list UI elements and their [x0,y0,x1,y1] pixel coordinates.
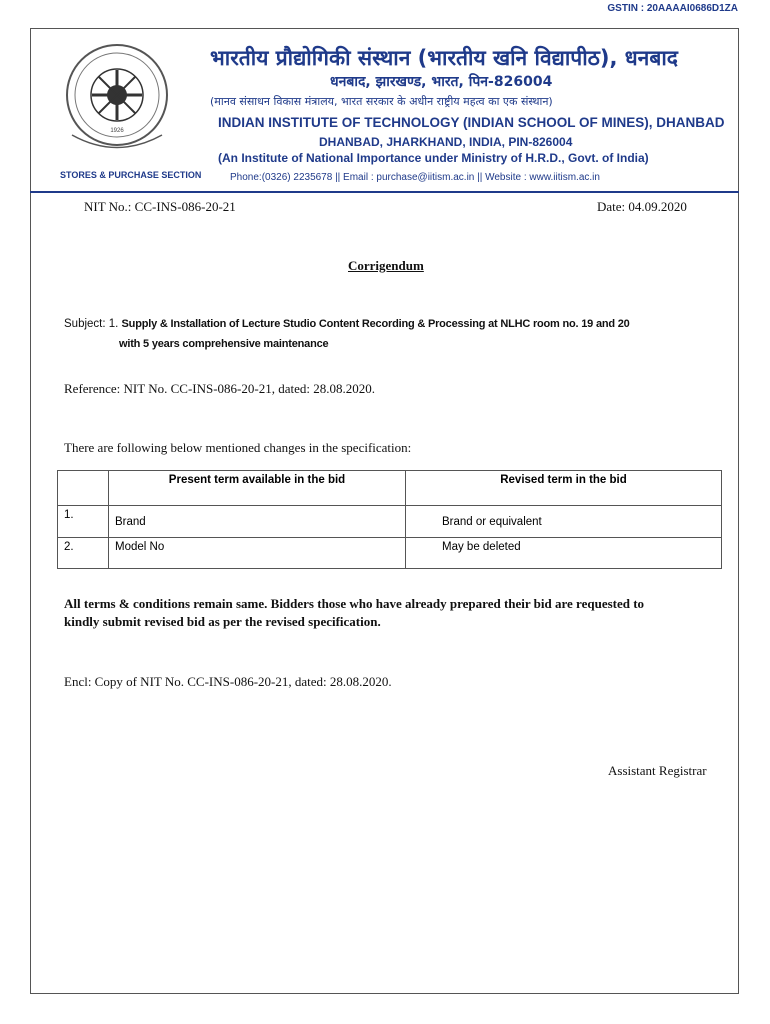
table-header-revised: Revised term in the bid [406,471,722,506]
hindi-address: धनबाद, झारखण्ड, भारत, पिन-826004 [330,74,553,90]
contact-line: Phone:(0326) 2235678 || Email : purchase@iitism.ac.in || Website : www.iitism.ac.in [230,172,600,183]
signatory: Assistant Registrar [608,763,707,778]
table-row [58,506,722,538]
letter-date: Date: 04.09.2020 [597,199,687,214]
header-divider [30,191,739,193]
subject-line [64,318,630,330]
hindi-ministry-line: (मानव संसाधन विकास मंत्रालय, भारत सरकार के अधीन राष्ट्रीय महत्व का एक संस्थान) [210,95,553,108]
page-title: Corrigendum [348,258,424,273]
hindi-institute-title: भारतीय प्रौद्योगिकी संस्थान (भारतीय खनि विद्यापीठ), धनबाद [210,46,678,70]
institute-seal-icon [52,40,182,160]
table-header-row [58,471,722,506]
revised-term: Brand or equivalent [406,506,722,538]
terms-line-2: kindly submit revised bid as per the revised specification. [64,614,381,629]
specification-table [57,470,722,569]
table-header-present: Present term available in the bid [109,471,406,506]
reference-line: Reference: NIT No. CC-INS-086-20-21, dated: 28.08.2020. [64,381,375,396]
section-name: STORES & PURCHASE SECTION [60,170,202,180]
subject-prefix: Subject: 1. [64,318,122,330]
row-number: 2. [58,538,109,569]
subject-text: Supply & Installation of Lecture Studio Content Recording & Processing at NLHC room no. 19 and 20 [121,318,630,330]
terms-line-1: All terms & conditions remain same. Bidders those who have already prepared their bid are requested to [64,596,645,611]
nit-number: NIT No.: CC-INS-086-20-21 [84,199,236,214]
subject-continuation: with 5 years comprehensive maintenance [119,338,329,350]
english-institute-status: (An Institute of National Importance under Ministry of H.R.D., Govt. of India) [218,151,649,165]
svg-text:1926: 1926 [110,128,124,134]
present-term: Model No [109,538,406,569]
table-header-no [58,471,109,506]
english-address: DHANBAD, JHARKHAND, INDIA, PIN-826004 [319,135,573,149]
english-institute-title: INDIAN INSTITUTE OF TECHNOLOGY (INDIAN SCHOOL OF MINES), DHANBAD [218,115,725,130]
row-number: 1. [58,506,109,538]
present-term: Brand [109,506,406,538]
revised-term: May be deleted [406,538,722,569]
gstin-number: GSTIN : 20AAAAI0686D1ZA [607,3,738,14]
table-row [58,538,722,569]
enclosure-line: Encl: Copy of NIT No. CC-INS-086-20-21, dated: 28.08.2020. [64,674,392,689]
intro-line: There are following below mentioned changes in the specification: [64,440,412,455]
